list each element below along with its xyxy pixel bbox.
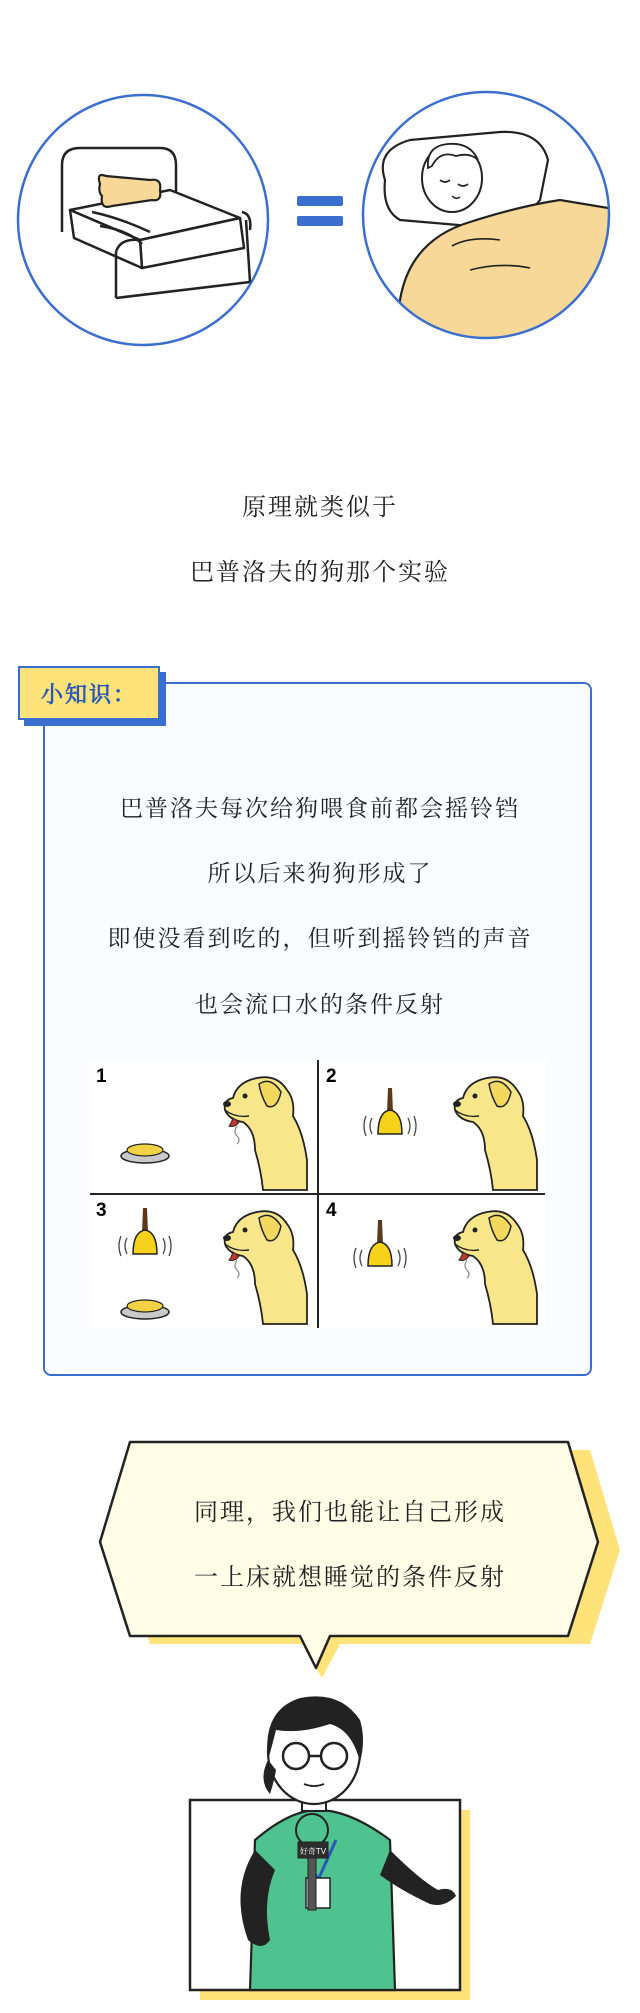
knowledge-tag: 小知识： [18, 666, 160, 720]
pavlov-comic [90, 1060, 545, 1328]
equals-icon [297, 196, 343, 226]
sleeping-person-circle [363, 92, 620, 360]
panel-number-4: 4 [326, 1200, 337, 1221]
mic-badge: 好奇TV [299, 1847, 327, 1856]
speech-line-2: 一上床就想睡觉的条件反射 [194, 1563, 506, 1591]
intro-line-1: 原理就类似于 [242, 493, 398, 521]
intro-line-2: 巴普洛夫的狗那个实验 [190, 558, 450, 586]
panel-number-2: 2 [326, 1066, 337, 1087]
knowledge-line-3: 即使没看到吃的，但听到摇铃铛的声音 [107, 926, 533, 952]
panel-number-3: 3 [96, 1200, 107, 1221]
bed-equals-sleep-illustration [0, 0, 640, 360]
reporter-character [0, 1690, 640, 2013]
knowledge-line-1: 巴普洛夫每次给狗喂食前都会摇铃铛 [120, 796, 520, 822]
speech-line-1: 同理，我们也能让自己形成 [194, 1498, 506, 1526]
bed-circle [18, 95, 268, 345]
knowledge-line-2: 所以后来狗狗形成了 [207, 861, 433, 887]
panel-number-1: 1 [96, 1066, 107, 1087]
knowledge-line-4: 也会流口水的条件反射 [195, 992, 445, 1018]
